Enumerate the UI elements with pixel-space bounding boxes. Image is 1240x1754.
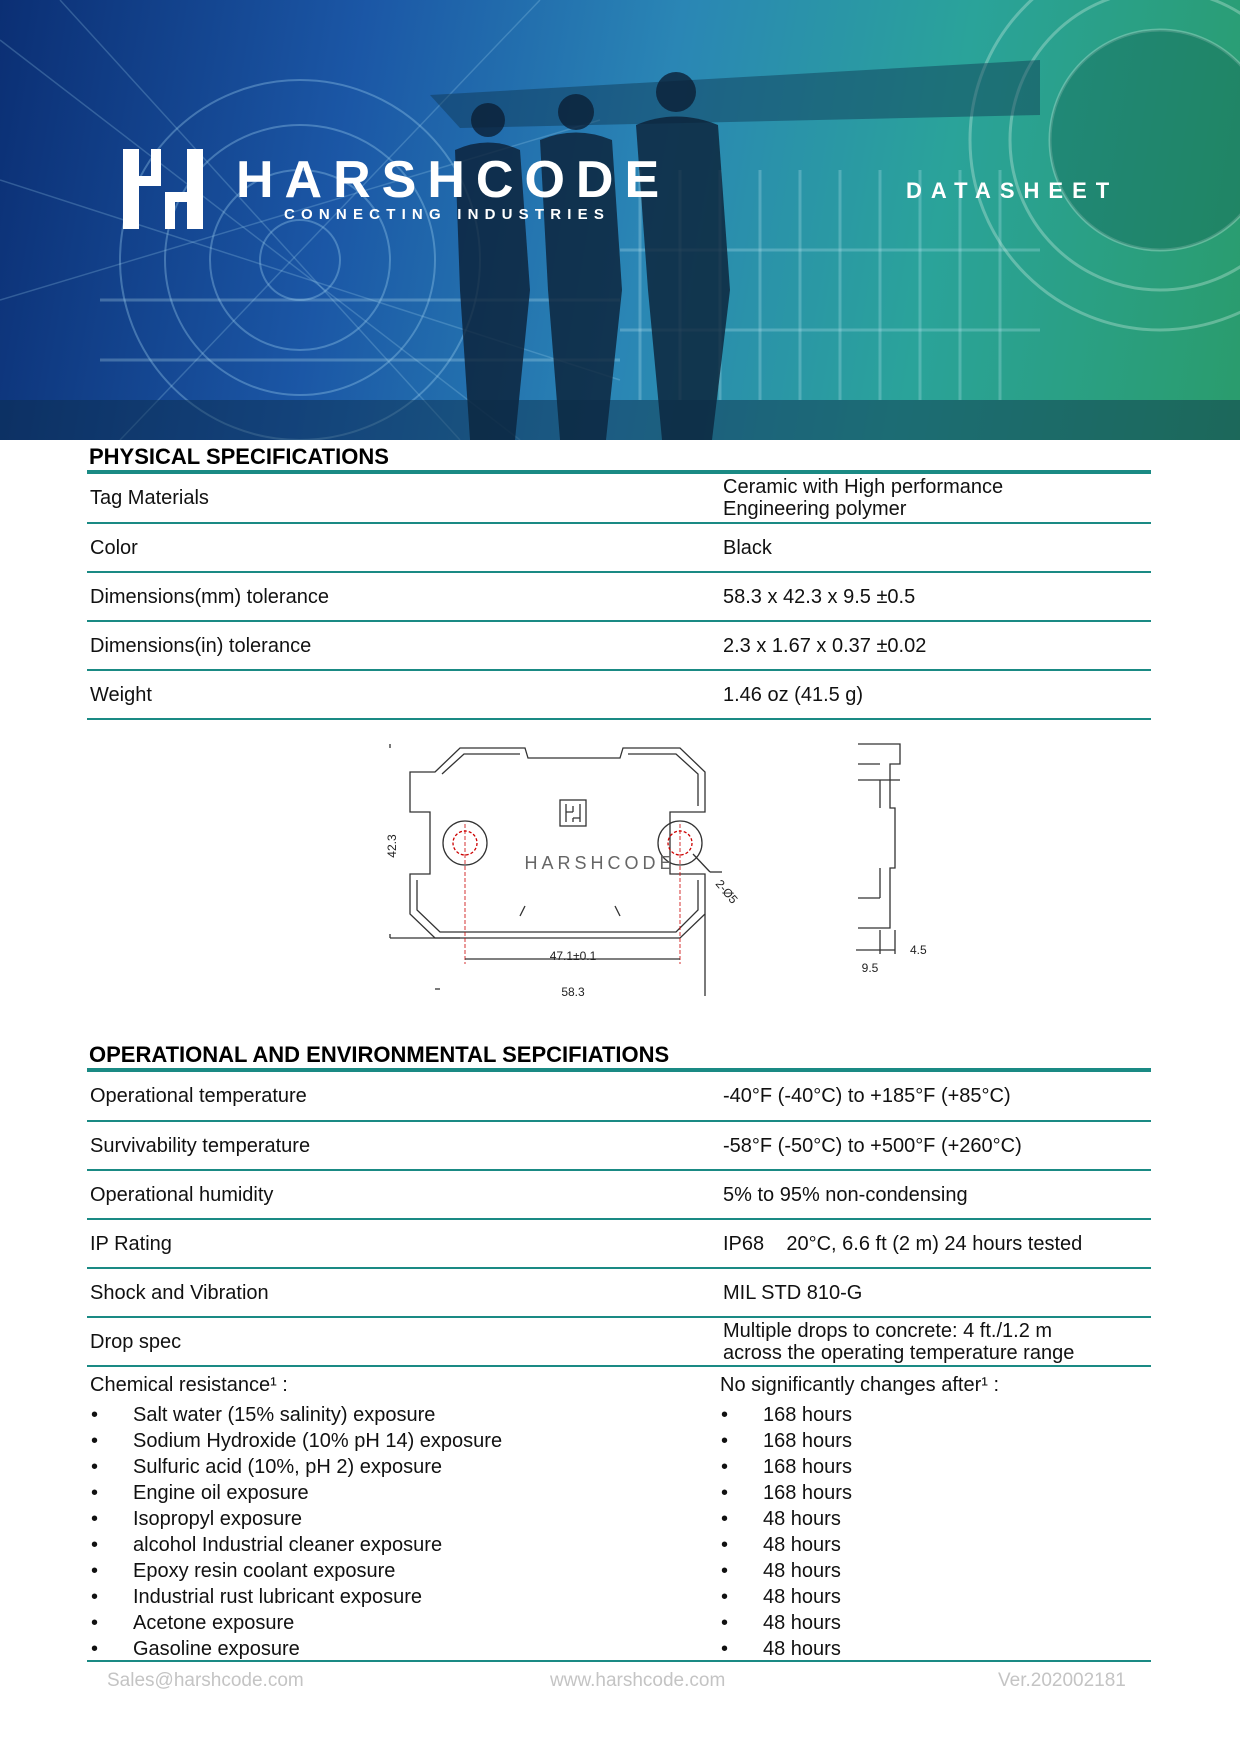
- list-item: • 48 hours: [720, 1584, 999, 1610]
- table-row: [87, 670, 1151, 719]
- side-depth-label: 4.5: [910, 943, 927, 957]
- spec-label: Drop spec: [87, 1317, 723, 1366]
- brand-name: HARSHCODE: [236, 151, 671, 209]
- side-view-outline: [858, 744, 900, 928]
- list-item: • 48 hours: [720, 1610, 999, 1636]
- table-row: [87, 1268, 1151, 1317]
- list-item: • 168 hours: [720, 1402, 999, 1428]
- list-item: • Isopropyl exposure: [90, 1506, 502, 1532]
- table-row: [87, 474, 1151, 523]
- spec-value: 2.3 x 1.67 x 0.37 ±0.02: [723, 621, 1151, 670]
- spec-label: IP Rating: [87, 1219, 723, 1268]
- spec-label: Shock and Vibration: [87, 1268, 723, 1317]
- spec-label: Operational temperature: [87, 1072, 723, 1121]
- list-item: • Salt water (15% salinity) exposure: [90, 1402, 502, 1428]
- operational-specifications-table: [87, 1072, 1151, 1367]
- list-item: • Acetone exposure: [90, 1610, 502, 1636]
- list-item: • Epoxy resin coolant exposure: [90, 1558, 502, 1584]
- table-row: [87, 1121, 1151, 1170]
- spec-label: Tag Materials: [87, 474, 723, 523]
- table-row: [87, 523, 1151, 572]
- spec-value: 1.46 oz (41.5 g): [723, 670, 1151, 719]
- table-row: [87, 572, 1151, 621]
- table-row: [87, 1170, 1151, 1219]
- harshcode-logo-icon: [120, 146, 206, 232]
- hero-banner: [0, 0, 1240, 440]
- list-item: • Industrial rust lubricant exposure: [90, 1584, 502, 1610]
- list-item: • 168 hours: [720, 1428, 999, 1454]
- spec-value: [723, 1317, 1151, 1366]
- physical-specifications-table: [87, 474, 1151, 720]
- brand-tagline: CONNECTING INDUSTRIES: [284, 206, 611, 223]
- spec-value: 5% to 95% non-condensing: [723, 1170, 1151, 1219]
- spec-value: 58.3 x 42.3 x 9.5 ±0.5: [723, 572, 1151, 621]
- list-item: • Sodium Hydroxide (10% pH 14) exposure: [90, 1428, 502, 1454]
- spec-value: Black: [723, 523, 1151, 572]
- list-item: • 48 hours: [720, 1532, 999, 1558]
- spec-label: Dimensions(mm) tolerance: [87, 572, 723, 621]
- operational-specifications-title: OPERATIONAL AND ENVIRONMENTAL SEPCIFIATIONS: [89, 1042, 670, 1067]
- table-row: [87, 621, 1151, 670]
- list-item: • Gasoline exposure: [90, 1636, 502, 1662]
- list-item: • 48 hours: [720, 1558, 999, 1584]
- chemical-resistance-header: Chemical resistance¹ :: [90, 1374, 288, 1396]
- hole-diameter-label: 2-Ø5: [712, 876, 741, 907]
- chemical-column: [90, 1372, 502, 1662]
- duration-column: [720, 1372, 999, 1662]
- list-item: • alcohol Industrial cleaner exposure: [90, 1532, 502, 1558]
- chemical-list: [90, 1402, 502, 1662]
- side-thickness-label: 9.5: [861, 961, 879, 975]
- spec-label: Weight: [87, 670, 723, 719]
- list-item: • Engine oil exposure: [90, 1480, 502, 1506]
- table-row: [87, 1219, 1151, 1268]
- footer-version: Ver.202002181: [998, 1670, 1126, 1691]
- result-header: No significantly changes after¹ :: [720, 1374, 1000, 1396]
- spec-value-line: across the operating temperature range: [723, 1341, 1075, 1364]
- height-dimension-label: 42.3: [385, 834, 399, 858]
- duration-list: [720, 1402, 999, 1662]
- list-item: • 48 hours: [720, 1506, 999, 1532]
- footer-website-link[interactable]: www.harshcode.com: [550, 1670, 726, 1691]
- spec-label: Color: [87, 523, 723, 572]
- spec-value-line: Ceramic with High performance: [723, 476, 1004, 498]
- physical-specifications-title: PHYSICAL SPECIFICATIONS: [89, 444, 389, 469]
- spec-value: MIL STD 810-G: [723, 1268, 1151, 1317]
- front-view-outline: [410, 748, 705, 938]
- spec-value: [723, 474, 1151, 523]
- document-type-label: DATASHEET: [906, 178, 1119, 203]
- drawing-logo-text: HARSHCODE: [524, 853, 676, 873]
- chemical-resistance-block: [87, 1372, 1151, 1662]
- spec-label: Operational humidity: [87, 1170, 723, 1219]
- list-item: • Sulfuric acid (10%, pH 2) exposure: [90, 1454, 502, 1480]
- front-view-inner-edge: [417, 754, 698, 932]
- list-item: • 168 hours: [720, 1480, 999, 1506]
- hole-spacing-label: 47.1±0.1: [549, 949, 597, 963]
- table-row: [87, 1317, 1151, 1366]
- tag-technical-drawing: [370, 734, 930, 1004]
- spec-value: -58°F (-50°C) to +500°F (+260°C): [723, 1121, 1151, 1170]
- list-item: • 168 hours: [720, 1454, 999, 1480]
- spec-value-line: Engineering polymer: [723, 498, 907, 520]
- spec-label: Dimensions(in) tolerance: [87, 621, 723, 670]
- spec-value-line: Multiple drops to concrete: 4 ft./1.2 m: [723, 1319, 1053, 1342]
- spec-value: -40°F (-40°C) to +185°F (+85°C): [723, 1072, 1151, 1121]
- spec-value: IP68 20°C, 6.6 ft (2 m) 24 hours tested: [723, 1219, 1151, 1268]
- footer-email-link[interactable]: Sales@harshcode.com: [107, 1670, 304, 1691]
- table-row: [87, 1072, 1151, 1121]
- list-item: • 48 hours: [720, 1636, 999, 1662]
- width-dimension-label: 58.3: [561, 985, 585, 999]
- spec-label: Survivability temperature: [87, 1121, 723, 1170]
